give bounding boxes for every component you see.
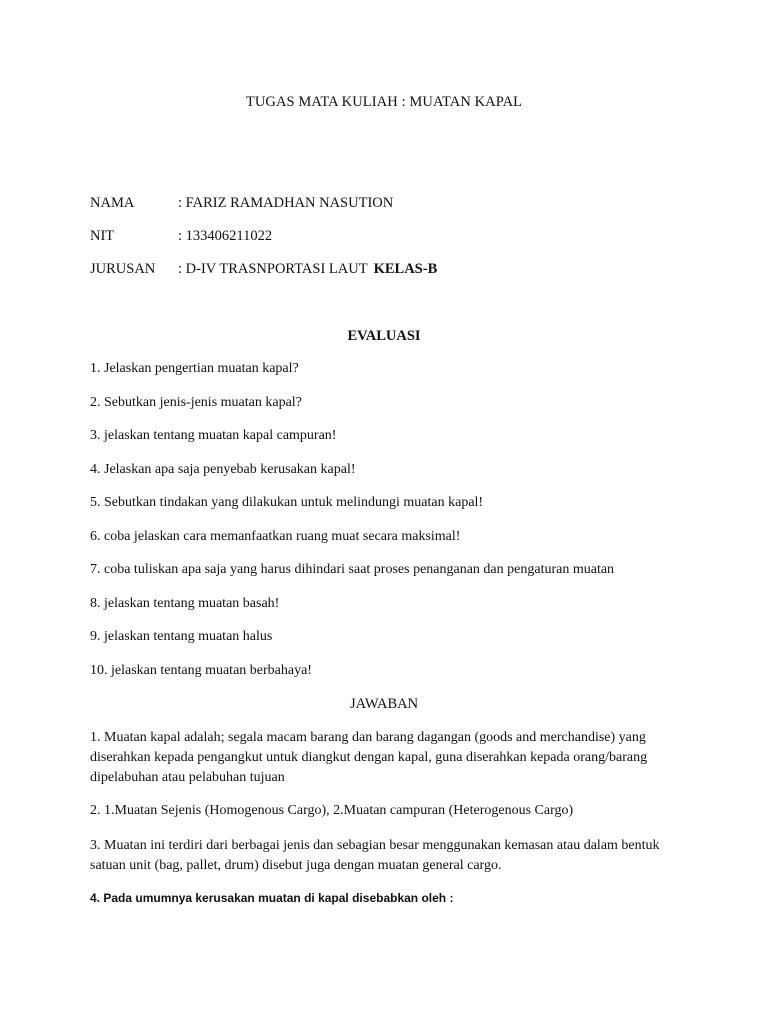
jawaban-heading: JAWABAN xyxy=(349,696,419,712)
answer-2: 2. 1.Muatan Sejenis (Homogenous Cargo), 2.Muatan campuran (Heterogenous Cargo) xyxy=(90,803,574,818)
question-item: 5. Sebutkan tindakan yang dilakukan untuk melindungi muatan kapal! xyxy=(90,495,484,510)
answer-1: 1. Muatan kapal adalah; segala macam barang dan barang dagangan (goods and merchandise) yang diserahkan kepada pengangkut untuk diangkut dengan kapal, guna diserahkan kepada orang/barang dipelabuhan atau pelabuhan tujuan xyxy=(90,730,648,785)
question-item: 6. coba jelaskan cara memanfaatkan ruang muat secara maksimal! xyxy=(90,529,461,544)
question-item: 1. Jelaskan pengertian muatan kapal? xyxy=(90,361,299,376)
document-title: TUGAS MATA KULIAH : MUATAN KAPAL xyxy=(245,94,523,110)
info-row-jurusan xyxy=(90,261,437,278)
info-row-nama xyxy=(90,195,393,212)
info-value: : D-IV TRASNPORTASI LAUT xyxy=(178,261,368,277)
info-value: : FARIZ RAMADHAN NASUTION xyxy=(178,195,394,211)
question-item: 2. Sebutkan jenis-jenis muatan kapal? xyxy=(90,395,302,410)
info-value: : 133406211022 xyxy=(178,228,273,244)
info-row-nit xyxy=(90,228,272,245)
question-item: 8. jelaskan tentang muatan basah! xyxy=(90,596,280,611)
answer-3: 3. Muatan ini terdiri dari berbagai jenis dan sebagian besar menggunakan kemasan atau dalam bentuk satuan unit (bag, pallet, drum) disebut juga dengan muatan general cargo. xyxy=(90,838,660,873)
kelas-value: KELAS-B xyxy=(373,261,438,277)
info-label: JURUSAN xyxy=(90,261,156,277)
question-item: 3. jelaskan tentang muatan kapal campuran! xyxy=(90,428,337,443)
info-label: NIT xyxy=(90,228,115,244)
question-item: 4. Jelaskan apa saja penyebab kerusakan kapal! xyxy=(90,462,356,477)
question-item: 7. coba tuliskan apa saja yang harus dihindari saat proses penanganan dan pengaturan muatan xyxy=(90,562,615,577)
question-item: 9. jelaskan tentang muatan halus xyxy=(90,629,273,644)
question-item: 10. jelaskan tentang muatan berbahaya! xyxy=(90,663,312,678)
info-label: NAMA xyxy=(90,195,135,211)
evaluasi-heading: EVALUASI xyxy=(347,328,421,344)
answer-4: 4. Pada umumnya kerusakan muatan di kapal disebabkan oleh : xyxy=(90,891,454,905)
